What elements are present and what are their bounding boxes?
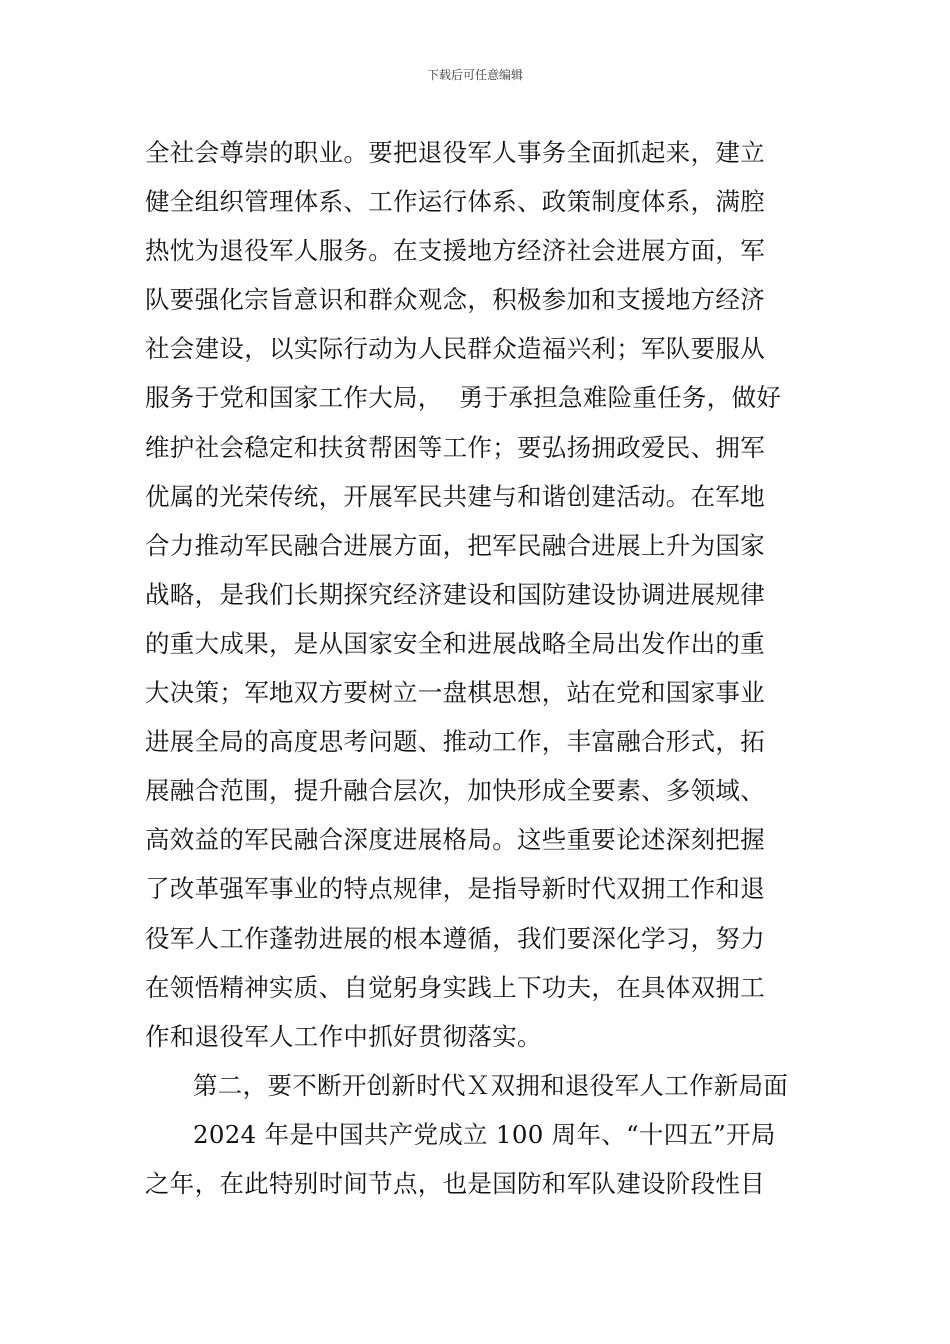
text-line: 了改革强军事业的特点规律，是指导新时代双拥工作和退 xyxy=(145,874,765,904)
text-line: 健全组织管理体系、工作运行体系、政策制度体系，满腔 xyxy=(145,187,765,217)
text-line: 全社会尊崇的职业。要把退役军人事务全面抓起来，建立 xyxy=(145,138,765,167)
body-text xyxy=(145,128,815,1208)
page-header: 下载后可任意编辑 xyxy=(426,68,523,82)
text-line: 队要强化宗旨意识和群众观念，积极参加和支援地方经济 xyxy=(145,285,765,315)
text-line: 之年，在此特别时间节点，也是国防和军队建设阶段性目 xyxy=(145,1168,765,1198)
text-line: 在领悟精神实质、自觉躬身实践上下功夫，在具体双拥工 xyxy=(145,972,765,1002)
text-line: 优属的光荣传统，开展军民共建与和谐创建活动。在军地 xyxy=(145,481,765,511)
text-line: 合力推动军民融合进展方面，把军民融合进展上升为国家 xyxy=(145,530,765,560)
text-line: 社会建设，以实际行动为人民群众造福兴利；军队要服从 xyxy=(145,334,765,364)
text-line: 热忱为退役军人服务。在支援地方经济社会进展方面，军 xyxy=(145,236,765,266)
text-line: 作和退役军人工作中抓好贯彻落实。 xyxy=(145,1021,542,1051)
text-line: 服务于党和国家工作大局， 勇于承担急难险重任务，做好 xyxy=(145,383,782,413)
section-heading: 第二，要不断开创新时代Ｘ双拥和退役军人工作新局面 xyxy=(193,1070,789,1100)
text-line: 役军人工作蓬勃进展的根本遵循，我们要深化学习，努力 xyxy=(145,923,765,953)
text-line: 进展全局的高度思考问题、推动工作，丰富融合形式，拓 xyxy=(145,727,765,757)
text-line: 维护社会稳定和扶贫帮困等工作；要弘扬拥政爱民、拥军 xyxy=(145,432,765,462)
text-line: 高效益的军民融合深度进展格局。这些重要论述深刻把握 xyxy=(145,825,765,855)
paragraph-start: 2024 年是中国共产党成立 100 周年、“十四五”开局 xyxy=(193,1119,776,1149)
text-line: 战略，是我们长期探究经济建设和国防建设协调进展规律 xyxy=(145,579,765,609)
text-line: 大决策；军地双方要树立一盘棋思想，站在党和国家事业 xyxy=(145,678,765,708)
text-line: 的重大成果，是从国家安全和进展战略全局出发作出的重 xyxy=(145,628,765,658)
text-line: 展融合范围，提升融合层次，加快形成全要素、多领域、 xyxy=(145,776,765,806)
